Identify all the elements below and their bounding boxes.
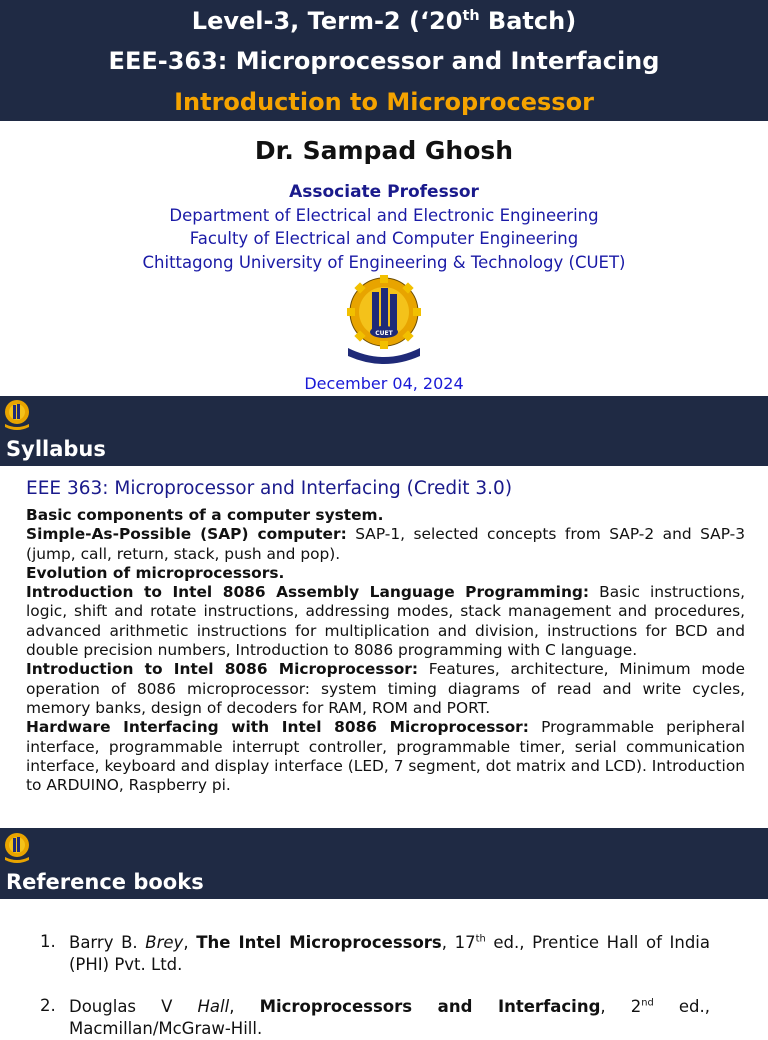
syllabus-item: Introduction to Intel 8086 Assembly Language Programming: Basic instructions, logic, shift and rotate instructions, addressing modes, stack management and procedures, advanced arithmetic instructions for multiplication and division, instructions for BCD and double precision numbers, Introduction to 8086 programming with C language. (26, 583, 745, 660)
header-course-line: EEE-363: Microprocessor and Interfacing (108, 47, 660, 75)
cuet-mini-logo (2, 830, 32, 864)
author-department: Department of Electrical and Electronic Engineering (169, 206, 599, 225)
divider-band-syllabus (0, 396, 768, 433)
syllabus-item: Evolution of microprocessors. (26, 563, 285, 582)
title-header (0, 0, 768, 121)
header-batch-line: Level-3, Term-2 (‘20th Batch) (191, 7, 577, 35)
author-title: Associate Professor (289, 182, 479, 202)
lecture-date: December 04, 2024 (304, 374, 464, 393)
divider-band-references (0, 828, 768, 866)
syllabus-item: Introduction to Intel 8086 Microprocessor: Features, architecture, Minimum mode operation of 8086 microprocessor: system timing diagrams of read and write cycles, memory banks, design of decoders for RAM, ROM and PORT. (26, 660, 745, 717)
references-heading: Reference books (0, 866, 768, 899)
cuet-mini-logo (2, 397, 32, 431)
syllabus-item: Simple-As-Possible (SAP) computer: SAP-1, selected concepts from SAP-2 and SAP-3 (jump, call, return, stack, push and pop). (26, 525, 745, 563)
syllabus-item: Hardware Interfacing with Intel 8086 Microprocessor: Programmable peripheral interface, programmable interrupt controller, programmable timer, serial communication interface, keyboard and display interface (LED, 7 segment, dot matrix and LCD). Introduction to ARDUINO, Raspberry pi. (26, 718, 746, 795)
syllabus-item: Basic components of a computer system. (26, 506, 384, 524)
header-topic-line: Introduction to Microprocessor (174, 88, 594, 116)
syllabus-heading: Syllabus (0, 433, 768, 466)
author-faculty: Faculty of Electrical and Computer Engineering (189, 229, 579, 248)
cuet-logo (344, 274, 424, 366)
course-title: EEE 363: Microprocessor and Interfacing (Credit 3.0) (26, 478, 513, 499)
logo-text: CUET (375, 330, 393, 337)
syllabus-body (26, 506, 745, 795)
author-name: Dr. Sampad Ghosh (254, 136, 514, 165)
author-university: Chittagong University of Engineering & Technology (CUET) (142, 253, 626, 272)
